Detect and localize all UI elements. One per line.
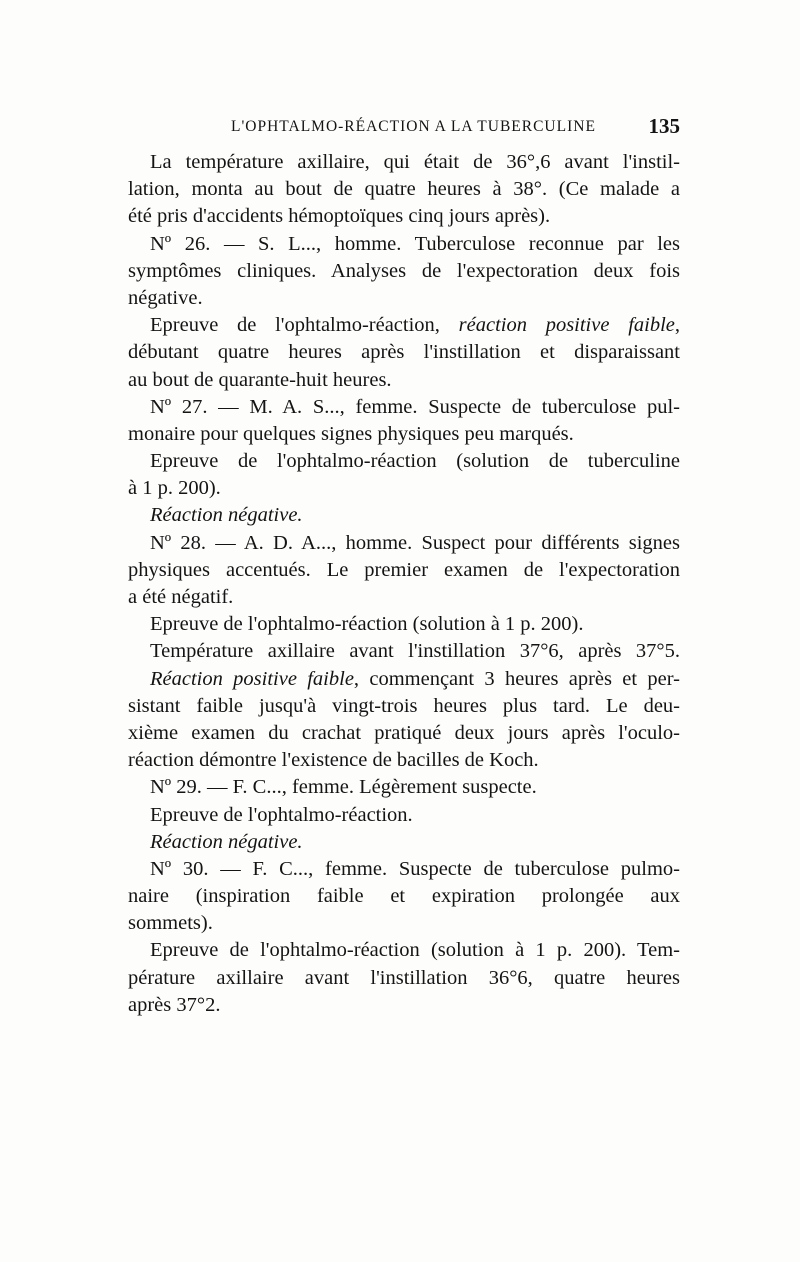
case-entry-29: Nº 29. — F. C..., femme. Légèrement suspecte. (150, 776, 537, 799)
page-header (128, 114, 680, 144)
text-line: Epreuve de l'ophtalmo-réaction (solution à 1 p. 200). Tem- (150, 939, 680, 962)
text-line: monaire pour quelques signes physiques peu marqués. (128, 422, 574, 445)
text-line: naire (inspiration faible et expiration prolongée aux (128, 885, 680, 908)
text-line: xième examen du crachat pratiqué deux jours après l'oculo- (128, 721, 680, 744)
text-line: réaction démontre l'existence de bacilles de Koch. (128, 749, 539, 772)
text-line: négative. (128, 286, 203, 309)
italic-text: Réaction négative. (150, 504, 303, 527)
text-line: Epreuve de l'ophtalmo-réaction (solution de tuberculine (150, 450, 680, 473)
text-line: symptômes cliniques. Analyses de l'expectoration deux fois (128, 259, 680, 282)
text-line (128, 829, 680, 856)
text-line: débutant quatre heures après l'instillation et disparaissant (128, 341, 680, 364)
text-line: lation, monta au bout de quatre heures à 38°. (Ce malade a (128, 178, 680, 201)
text-line: au bout de quarante-huit heures. (128, 368, 392, 391)
text-line: sommets). (128, 912, 213, 935)
text-line: pérature axillaire avant l'instillation 36°6, quatre heures (128, 966, 680, 989)
text-line: à 1 p. 200). (128, 477, 221, 500)
case-entry-26: Nº 26. — S. L..., homme. Tuberculose reconnue par les (150, 232, 680, 255)
text-line (128, 502, 680, 529)
text-line: Epreuve de l'ophtalmo-réaction, réaction positive faible, (150, 314, 680, 337)
italic-text: réaction positive faible (458, 314, 675, 337)
italic-text: Réaction positive faible (150, 667, 354, 690)
page-number: 135 (648, 114, 680, 138)
text-line: été pris d'accidents hémoptoïques cinq jours après). (128, 205, 551, 228)
case-entry-28: Nº 28. — A. D. A..., homme. Suspect pour différents signes (150, 531, 680, 554)
text-line: La température axillaire, qui était de 36°,6 avant l'instil- (150, 151, 680, 173)
case-entry-27: Nº 27. — M. A. S..., femme. Suspecte de tuberculose pul- (150, 395, 680, 418)
body-text (128, 149, 680, 1019)
text-line: Epreuve de l'ophtalmo-réaction. (150, 803, 413, 826)
text-line: Température axillaire avant l'instillation 37°6, après 37°5. (150, 640, 680, 663)
text-line: Réaction positive faible, commençant 3 heures après et per- (150, 667, 680, 690)
text-line: Epreuve de l'ophtalmo-réaction (solution à 1 p. 200). (150, 613, 584, 636)
text-line: sistant faible jusqu'à vingt-trois heures plus tard. Le deu- (128, 694, 680, 717)
text-line: physiques accentués. Le premier examen de l'expectoration (128, 558, 680, 581)
running-title: L'OPHTALMO-RÉACTION A LA TUBERCULINE (231, 118, 596, 135)
italic-text: Réaction négative. (150, 830, 303, 853)
text-line: a été négatif. (128, 586, 234, 608)
text-line: après 37°2. (128, 993, 221, 1016)
case-entry-30: Nº 30. — F. C..., femme. Suspecte de tuberculose pulmo- (150, 857, 680, 880)
